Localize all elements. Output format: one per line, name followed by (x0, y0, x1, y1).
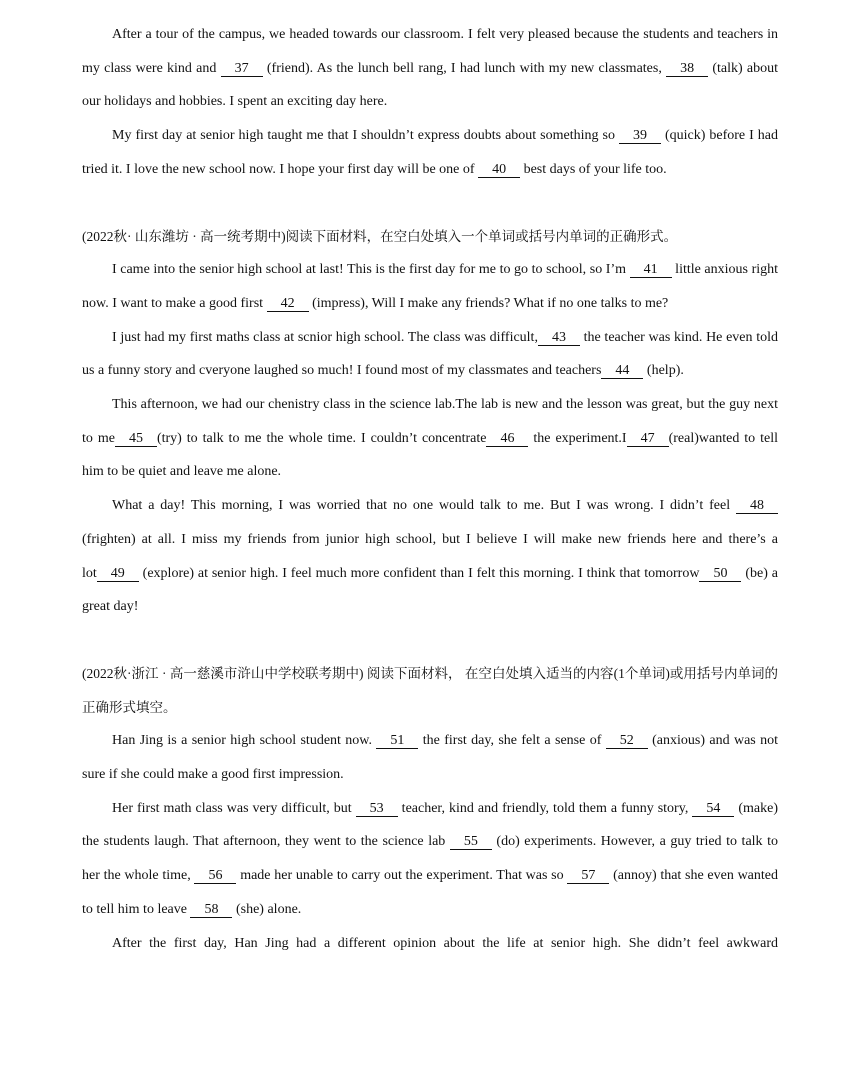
blank-55[interactable]: 55 (450, 834, 492, 850)
passage1-paragraph-2: My first day at senior high taught me that I shouldn’t express doubts about something so 39 (quick) before I had tried it. I love the new school now. I hope your first day will be one of 40 best days of your life too. (82, 128, 778, 177)
passage2-paragraph-1: I came into the senior high school at last! This is the first day for me to go to school, so I’m 41 little anxious right now. I want to make a good first 42 (impress), Will I make any friends? What if no one talks to me? (82, 262, 779, 311)
blank-39[interactable]: 39 (619, 128, 661, 144)
blank-57[interactable]: 57 (567, 868, 609, 884)
blank-43[interactable]: 43 (538, 330, 580, 346)
passage3-paragraph-1: Han Jing is a senior high school student now. 51 the first day, she felt a sense of 52 (anxious) and was not sure if she could make a good first impression. (82, 733, 778, 783)
passage2-source-line: (2022秋· 山东潍坊 · 高一统考期中)阅读下面材料，在空白处填入一个单词或括号内单词的正确形式。 (82, 228, 678, 244)
passage3-source-line: (2022秋·浙江 · 高一慈溪市浒山中学校联考期中) 阅读下面材料， 在空白处填入适当的内容(1个单词)或用括号内单词的正确形式填空。 (82, 665, 778, 715)
blank-52[interactable]: 52 (606, 733, 648, 749)
passage2-paragraph-3: This afternoon, we had our chenistry class in the science lab.The lab is new and the lesson was great, but the guy next to me 45 (try) to talk to me the whole time. I couldn’t concentrate 46 the experiment.I 47 (real)wanted to tell him to be quiet and leave me alone. (82, 397, 778, 480)
document-page (82, 18, 778, 960)
blank-47[interactable]: 47 (627, 431, 669, 447)
blank-44[interactable]: 44 (601, 363, 643, 379)
passage3-paragraph-2: Her first math class was very difficult, but 53 teacher, kind and friendly, told them a funny story, 54 (make) the students laugh. That afternoon, they went to the science lab 55 (do) experiments. However, a guy tried to talk to her the whole time, 56 made her unable to carry out the experiment. That was so 57 (annoy) that she even wanted to tell him to leave 58 (she) alone. (82, 800, 778, 917)
blank-51[interactable]: 51 (376, 733, 418, 749)
blank-37[interactable]: 37 (221, 61, 263, 77)
passage2-paragraph-4: What a day! This morning, I was worried that no one would talk to me. But I was wrong. I didn’t feel 48 (frighten) at all. I miss my friends from junior high school, but I believe I will make new friends here and there’s a lot 49 (explore) at senior high. I feel much more confident than I felt this morning. I think that tomorrow 50 (be) a great day! (82, 498, 778, 615)
blank-53[interactable]: 53 (356, 801, 398, 817)
blank-42[interactable]: 42 (267, 296, 309, 312)
passage3-paragraph-3: After the first day, Han Jing had a different opinion about the life at senior high. She didn’t feel awkward (112, 935, 778, 951)
blank-38[interactable]: 38 (666, 61, 708, 77)
blank-48[interactable]: 48 (736, 498, 778, 514)
blank-40[interactable]: 40 (478, 162, 520, 178)
blank-54[interactable]: 54 (692, 801, 734, 817)
blank-50[interactable]: 50 (699, 566, 741, 582)
blank-46[interactable]: 46 (486, 431, 528, 447)
passage1-paragraph-1: After a tour of the campus, we headed towards our classroom. I felt very pleased because the students and teachers in my class were kind and 37 (friend). As the lunch bell rang, I had lunch with my new classmates, 38 (talk) about our holidays and hobbies. I spent an exciting day here. (82, 27, 778, 110)
passage2-paragraph-2: I just had my first maths class at scnior high school. The class was difficult, 43 the teacher was kind. He even told us a funny story and cveryone laughed so much! I found most of my classmates and teachers 44 (help). (82, 329, 778, 379)
blank-49[interactable]: 49 (97, 566, 139, 582)
blank-45[interactable]: 45 (115, 431, 157, 447)
blank-56[interactable]: 56 (194, 868, 236, 884)
blank-58[interactable]: 58 (190, 902, 232, 918)
blank-41[interactable]: 41 (630, 262, 672, 278)
